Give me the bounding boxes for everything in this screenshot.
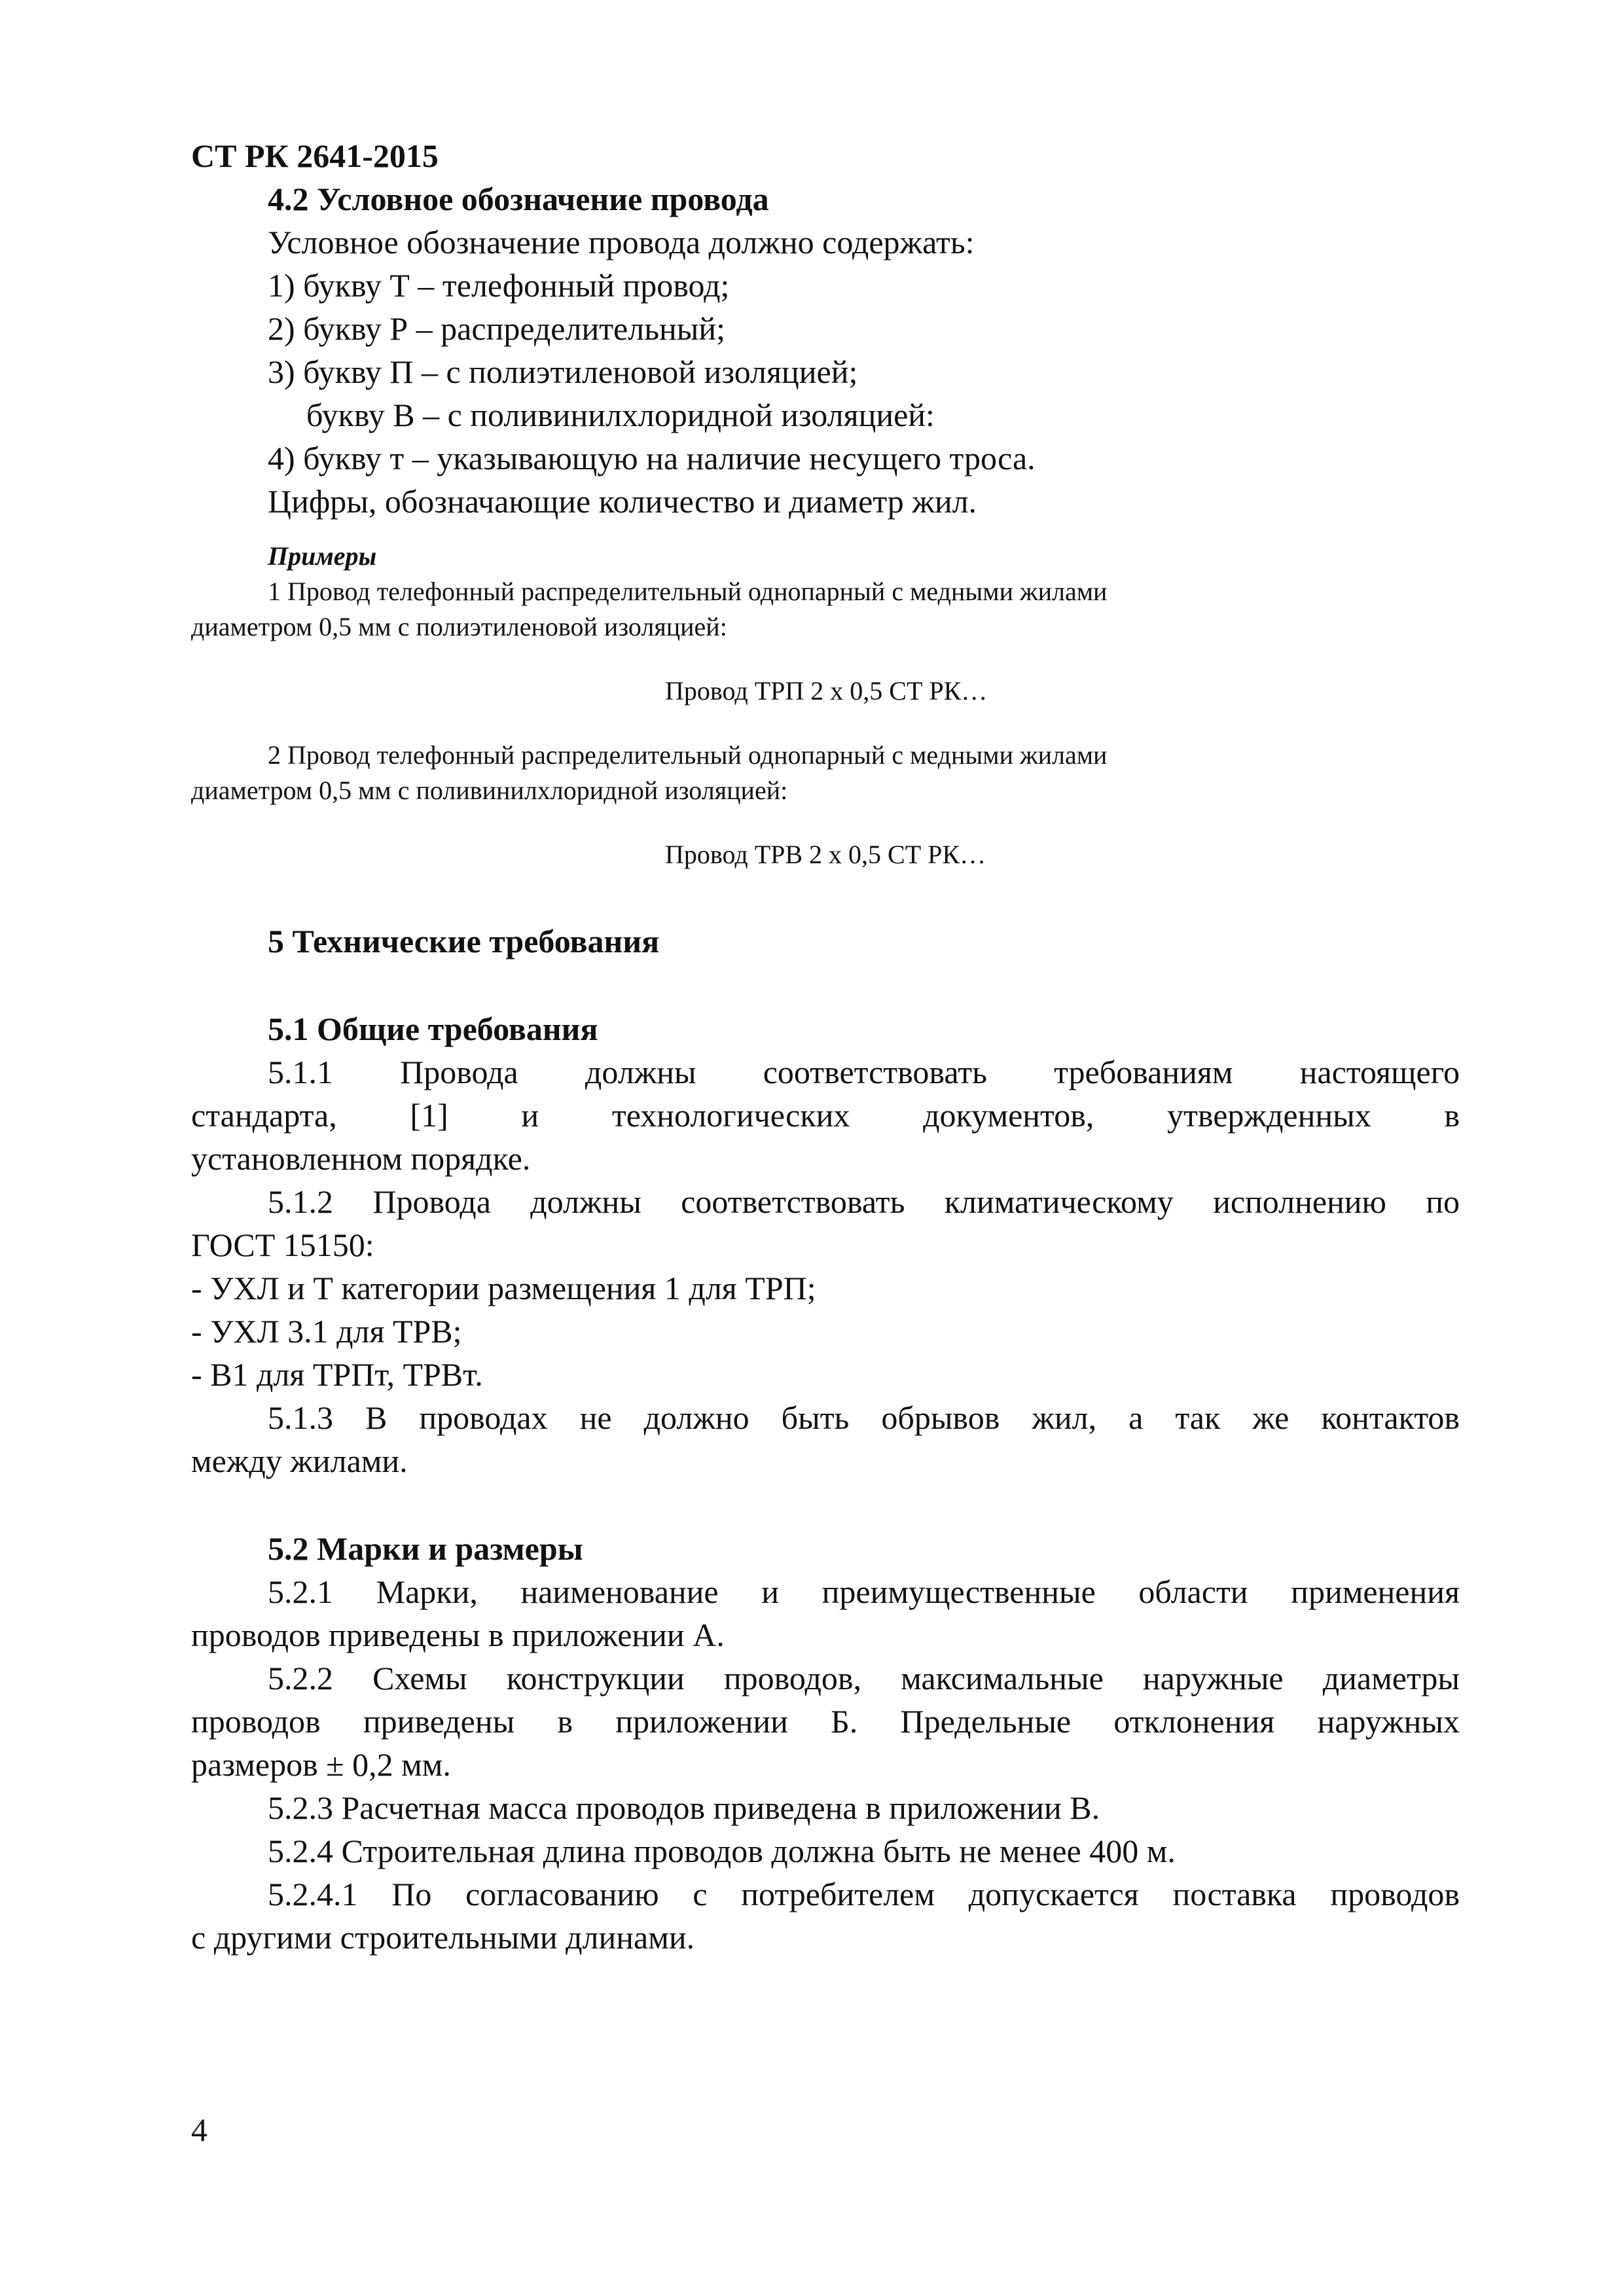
para-5-1-2-line-1: 5.1.2 Провода должны соответствовать климатическому исполнению по <box>268 1183 1460 1220</box>
example-2-code: Провод ТРВ 2 х 0,5 СТ РК… <box>665 840 986 869</box>
section-5-1-title: 5.1 Общие требования <box>268 1011 598 1047</box>
section-4-2-title: 4.2 Условное обозначение провода <box>268 181 769 217</box>
para-5-2-2-line-2: проводов приведены в приложении Б. Предельные отклонения наружных <box>191 1703 1460 1740</box>
standard-code: СТ РК 2641-2015 <box>191 137 439 174</box>
para-5-1-3-line-1: 5.1.3 В проводах не должно быть обрывов жил, а так же контактов <box>268 1399 1460 1436</box>
climate-item-1: - УХЛ и Т категории размещения 1 для ТРП; <box>191 1270 816 1306</box>
designation-item-2: 2) букву Р – распределительный; <box>268 310 725 347</box>
designation-item-3: 3) букву П – с полиэтиленовой изоляцией; <box>268 353 858 390</box>
section-5-2-title: 5.2 Марки и размеры <box>268 1530 583 1567</box>
section-4-2-intro: Условное обозначение провода должно содержать: <box>268 224 975 260</box>
para-5-1-1-line-1: 5.1.1 Провода должны соответствовать требованиям настоящего <box>268 1054 1460 1090</box>
para-5-1-3-line-2: между жилами. <box>191 1443 408 1479</box>
climate-item-3: - В1 для ТРПт, ТРВт. <box>191 1356 483 1393</box>
para-5-2-1-line-2: проводов приведены в приложении А. <box>191 1617 725 1653</box>
designation-item-4: 4) букву т – указывающую на наличие несущего троса. <box>268 440 1036 476</box>
example-1-line-1: 1 Провод телефонный распределительный однопарный с медными жилами <box>268 577 1108 606</box>
para-5-1-1-line-3: установленном порядке. <box>191 1140 531 1177</box>
example-2-line-2: диаметром 0,5 мм с поливинилхлоридной изоляцией: <box>191 776 788 805</box>
designation-item-3b: букву В – с поливинилхлоридной изоляцией: <box>306 397 935 433</box>
para-5-2-2-line-3: размеров ± 0,2 мм. <box>191 1746 451 1783</box>
climate-item-2: - УХЛ 3.1 для ТРВ; <box>191 1313 462 1350</box>
para-5-2-2-line-1: 5.2.2 Схемы конструкции проводов, максимальные наружные диаметры <box>268 1660 1460 1696</box>
examples-title: Примеры <box>268 541 377 571</box>
para-5-2-3: 5.2.3 Расчетная масса проводов приведена в приложении В. <box>268 1789 1100 1826</box>
document-page <box>191 134 1460 1959</box>
para-5-1-2-line-2: ГОСТ 15150: <box>191 1227 374 1263</box>
example-2-line-1: 2 Провод телефонный распределительный однопарный с медными жилами <box>268 740 1108 770</box>
example-1-code: Провод ТРП 2 х 0,5 СТ РК… <box>665 676 988 706</box>
designation-item-1: 1) букву Т – телефонный провод; <box>268 267 730 304</box>
para-5-2-4: 5.2.4 Строительная длина проводов должна быть не менее 400 м. <box>268 1833 1176 1869</box>
para-5-2-4-1-line-1: 5.2.4.1 По согласованию с потребителем допускается поставка проводов <box>268 1876 1460 1912</box>
section-5-title: 5 Технические требования <box>268 923 660 960</box>
example-1-line-2: диаметром 0,5 мм с полиэтиленовой изоляцией: <box>191 612 727 641</box>
designation-digits: Цифры, обозначающие количество и диаметр жил. <box>268 483 977 520</box>
page-number: 4 <box>191 2111 208 2148</box>
para-5-2-4-1-line-2: с другими строительными длинами. <box>191 1919 695 1956</box>
para-5-2-1-line-1: 5.2.1 Марки, наименование и преимущественные области применения <box>268 1573 1460 1610</box>
para-5-1-1-line-2: стандарта, [1] и технологических документов, утвержденных в <box>191 1097 1460 1134</box>
